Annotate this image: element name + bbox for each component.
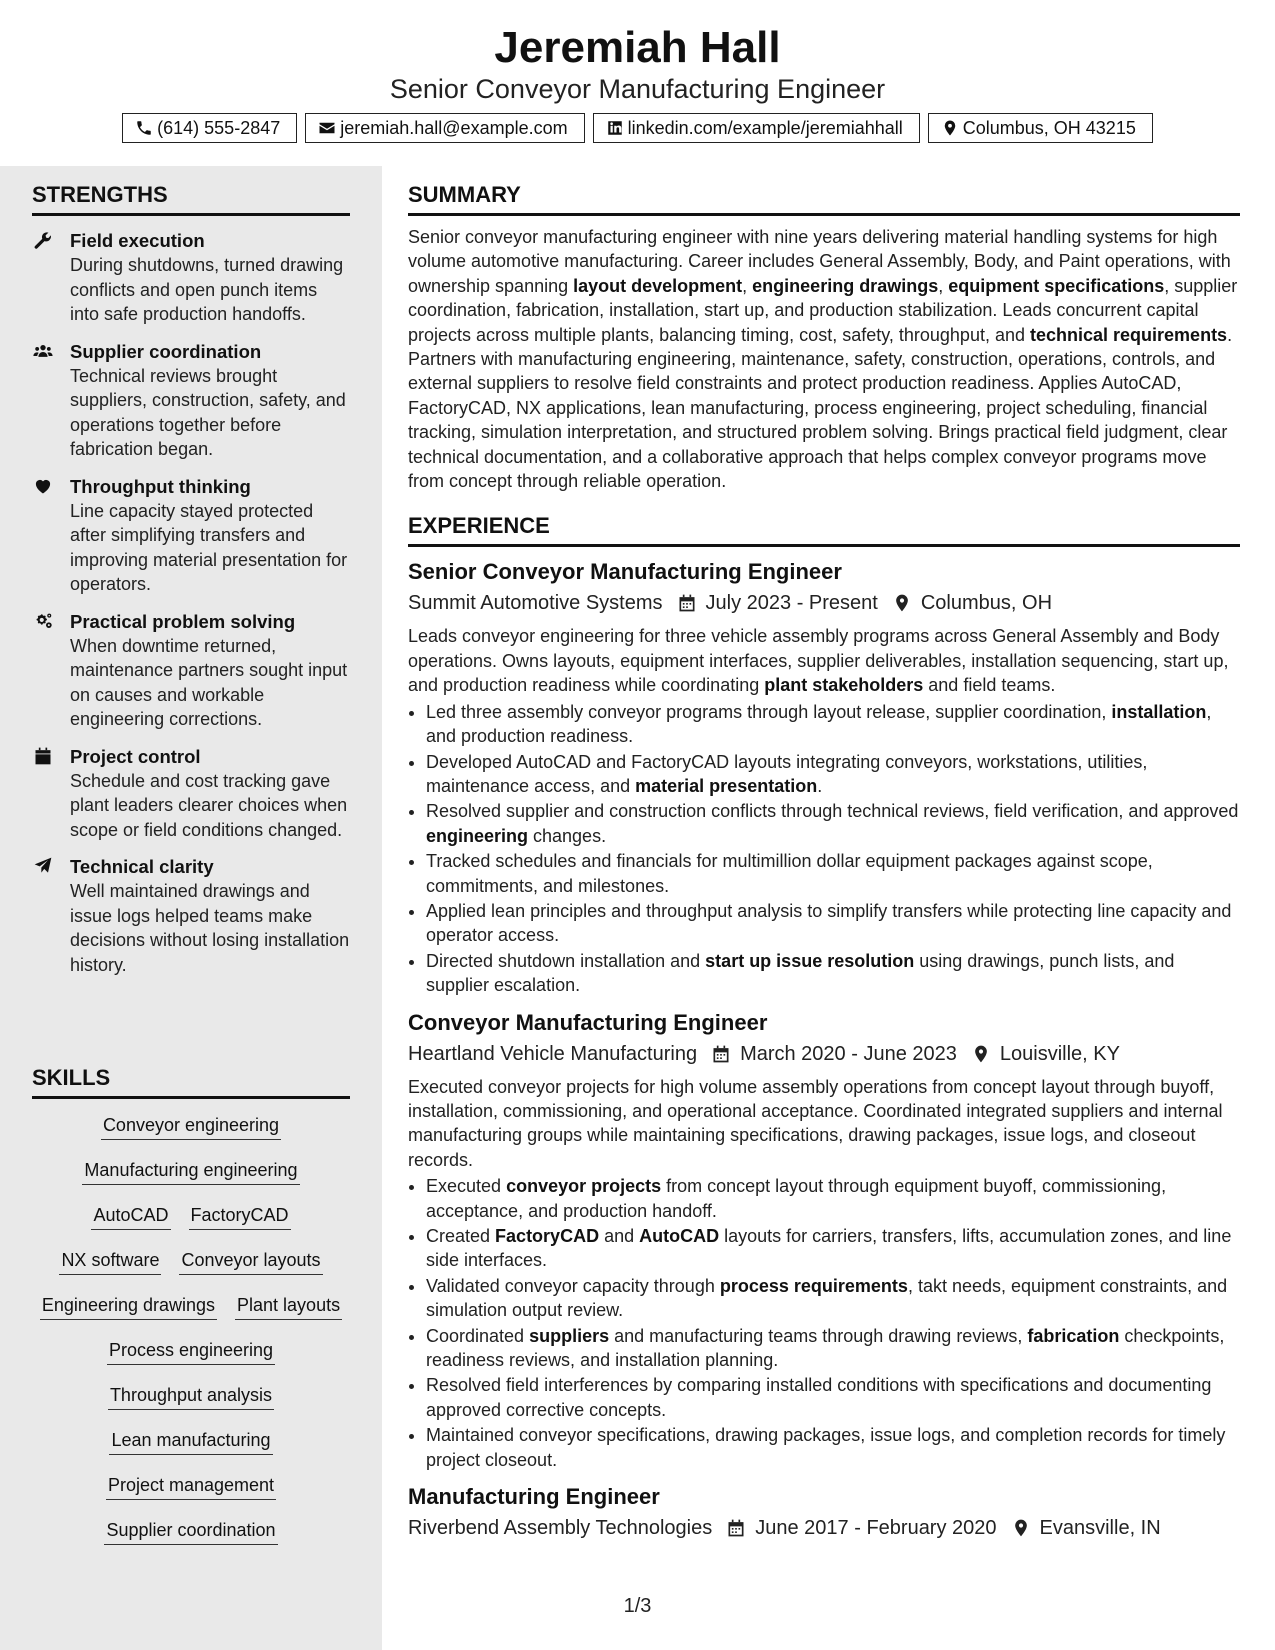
contact-linkedin[interactable] [593, 113, 920, 143]
location-pin-icon [1011, 1518, 1031, 1538]
bullet-item: • Applied lean principles and throughput analysis to simplify transfers while protecting line capacity and operator access. [426, 899, 1240, 948]
job-meta [408, 1513, 1240, 1543]
job-role: Conveyor Manufacturing Engineer [408, 1009, 768, 1035]
skill-tag: Manufacturing engineering [82, 1154, 299, 1185]
skills-section [32, 1065, 350, 1559]
contact-location[interactable] [928, 113, 1153, 143]
location-pin-icon [892, 593, 912, 613]
calendar-icon [32, 746, 54, 766]
skill-tag: Supplier coordination [104, 1514, 277, 1545]
heart-icon [32, 476, 54, 496]
skills-heading: SKILLS [32, 1065, 350, 1099]
job-entry [408, 1008, 1240, 1473]
strength-item [32, 744, 350, 843]
contact-bar [0, 113, 1275, 143]
job-company: Heartland Vehicle Manufacturing [408, 1042, 698, 1065]
contact-linkedin-text: linkedin.com/example/jeremiahhall [627, 117, 903, 138]
job-bullets [408, 1174, 1240, 1472]
job-meta [408, 1039, 1240, 1069]
job-dates: June 2017 - February 2020 [755, 1517, 997, 1540]
skill-tag: Conveyor engineering [101, 1109, 281, 1140]
strength-title: Practical problem solving [70, 610, 296, 632]
skill-tag: FactoryCAD [189, 1199, 291, 1230]
page-number: 1/3 [623, 1595, 652, 1617]
bullet-item: • Coordinated suppliers and manufacturing teams through drawing reviews, fabrication checkpoints, readiness reviews, and installation planning. [426, 1324, 1240, 1373]
job-location: Evansville, IN [1039, 1517, 1161, 1540]
skill-tag: Engineering drawings [40, 1289, 217, 1320]
experience-heading: EXPERIENCE [408, 513, 1240, 547]
candidate-title: Senior Conveyor Manufacturing Engineer [389, 74, 886, 104]
job-description: Leads conveyor engineering for three vehicle assembly programs across General Assembly and Body operations. Owns layouts, equipment interfaces, supplier deliverables, installation sequencing, start up, and production readiness while coordinating plant stakeholders and field teams. [408, 626, 1229, 696]
calendar-icon [677, 593, 697, 613]
job-company: Riverbend Assembly Technologies [408, 1517, 713, 1540]
strength-item [32, 228, 350, 327]
paper-plane-icon [32, 856, 54, 876]
strength-desc: Technical reviews brought suppliers, construction, safety, and operations together before fabrication began. [70, 365, 346, 459]
strength-title: Supplier coordination [70, 340, 262, 362]
gears-icon [32, 611, 54, 631]
strength-item [32, 339, 350, 462]
job-location: Louisville, KY [999, 1042, 1120, 1065]
calendar-icon [726, 1518, 746, 1538]
strength-desc: Line capacity stayed protected after simplifying transfers and improving material presentation for operators. [70, 500, 348, 594]
location-pin-icon [941, 119, 959, 137]
skill-tag: AutoCAD [91, 1199, 170, 1230]
strength-title: Throughput thinking [70, 475, 251, 497]
summary-heading: SUMMARY [408, 182, 1240, 216]
main-content [408, 166, 1240, 1543]
strength-item [32, 854, 350, 977]
envelope-icon [318, 119, 336, 137]
wrench-icon [32, 230, 54, 250]
strength-title: Field execution [70, 230, 205, 251]
skill-tag: Throughput analysis [108, 1379, 274, 1410]
job-bullets [408, 700, 1240, 998]
sidebar [0, 166, 382, 1650]
strength-item [32, 609, 350, 732]
skill-tag: Process engineering [107, 1334, 275, 1365]
phone-icon [135, 119, 153, 137]
job-role: Manufacturing Engineer [408, 1484, 660, 1510]
bullet-item: • Executed conveyor projects from concept layout through equipment buyoff, commissioning, acceptance, and production handoff. [426, 1174, 1240, 1223]
strengths-section [32, 182, 350, 977]
resume-header [0, 0, 1275, 166]
bullet-item: • Led three assembly conveyor programs through layout release, supplier coordination, installation, and production readiness. [426, 700, 1240, 749]
bullet-item: • Maintained conveyor specifications, drawing packages, issue logs, and completion records for timely project closeout. [426, 1423, 1240, 1472]
skill-tag: Project management [106, 1469, 276, 1500]
strength-desc: Well maintained drawings and issue logs helped teams make decisions without losing installation history. [70, 881, 350, 975]
calendar-icon [711, 1044, 731, 1064]
job-description: Executed conveyor projects for high volume assembly operations from concept layout through buyoff, installation, commissioning, and operational acceptance. Coordinated integrated suppliers and internal manufacturing groups while maintaining specifications, drawing packages, issue logs, and closeout records. [408, 1076, 1223, 1170]
strength-desc: During shutdowns, turned drawing conflicts and open punch items into safe production handoffs. [70, 255, 344, 324]
skill-tag: Lean manufacturing [109, 1424, 272, 1455]
linkedin-icon [606, 119, 624, 137]
job-entry [408, 557, 1240, 997]
skill-tag: Conveyor layouts [179, 1244, 322, 1275]
skill-tag: Plant layouts [235, 1289, 342, 1320]
job-company: Summit Automotive Systems [408, 592, 663, 615]
strength-title: Technical clarity [70, 856, 214, 877]
summary-text: Senior conveyor manufacturing engineer with nine years delivering material handling systems for high volume automotive manufacturing. Career includes General Assembly, Body, and Paint operations, with ownership spanning layout development, engineering drawings, equipment specifications, supplier coordination, fabrication, installation, start up, and production stabilization. Leads concurrent capital projects across multiple plants, balancing timing, cost, safety, throughput, and technical requirements. Partners with manufacturing engineering, maintenance, safety, construction, operations, controls, and external suppliers to resolve field constraints and protect production readiness. Applies AutoCAD, FactoryCAD, NX applications, lean manufacturing, process engineering, project scheduling, financial tracking, simulation interpretation, and structured problem solving. Brings practical field judgment, clear technical documentation, and a collaborative approach that helps complex conveyor programs move from concept through reliable operation. [408, 227, 1238, 492]
contact-email-text: jeremiah.hall@example.com [340, 117, 568, 138]
contact-email[interactable] [305, 113, 584, 143]
contact-phone-text: (614) 555-2847 [157, 117, 281, 138]
candidate-name: Jeremiah Hall [494, 23, 781, 72]
bullet-item: • Directed shutdown installation and start up issue resolution using drawings, punch lists, and supplier escalation. [426, 949, 1240, 998]
experience-section [408, 513, 1240, 1543]
strength-title: Project control [70, 745, 201, 767]
job-location: Columbus, OH [920, 592, 1053, 615]
contact-location-text: Columbus, OH 43215 [962, 117, 1136, 138]
bullet-item: • Created FactoryCAD and AutoCAD layouts for carriers, transfers, lifts, accumulation zones, and line side interfaces. [426, 1224, 1240, 1273]
strength-desc: Schedule and cost tracking gave plant leaders clearer choices when scope or field conditions changed. [70, 770, 348, 840]
job-dates: March 2020 - June 2023 [740, 1042, 957, 1065]
location-pin-icon [971, 1044, 991, 1064]
bullet-item: • Tracked schedules and financials for multimillion dollar equipment packages against scope, commitments, and milestones. [426, 849, 1240, 898]
strengths-heading: STRENGTHS [32, 182, 350, 216]
job-dates: July 2023 - Present [705, 592, 878, 615]
bullet-item: • Developed AutoCAD and FactoryCAD layouts integrating conveyors, workstations, utilities, maintenance access, and material presentation. [426, 750, 1240, 799]
strength-item [32, 474, 350, 597]
summary-section [408, 182, 1240, 493]
job-role: Senior Conveyor Manufacturing Engineer [408, 559, 842, 585]
bullet-item: • Validated conveyor capacity through process requirements, takt needs, equipment constraints, and simulation output review. [426, 1274, 1240, 1323]
bullet-item: • Resolved supplier and construction conflicts through technical reviews, field verification, and approved engineering changes. [426, 799, 1240, 848]
strength-desc: When downtime returned, maintenance partners sought input on causes and workable engineering corrections. [70, 635, 348, 729]
contact-phone[interactable] [122, 113, 297, 143]
bullet-item: • Resolved field interferences by comparing installed conditions with specifications and documenting approved corrective concepts. [426, 1373, 1240, 1422]
skills-list [32, 1109, 350, 1559]
job-entry [408, 1482, 1240, 1543]
job-meta [408, 588, 1240, 618]
skill-tag: NX software [59, 1244, 161, 1275]
users-icon [32, 341, 54, 361]
